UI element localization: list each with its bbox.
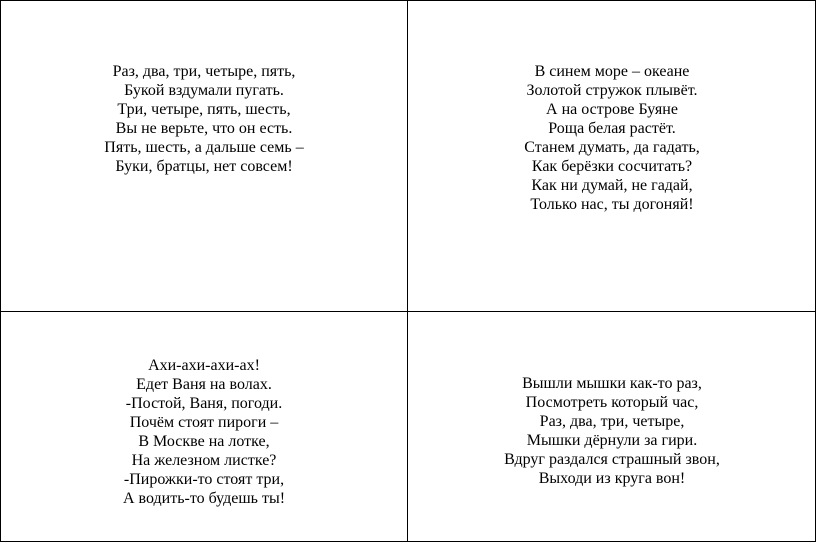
poem-line: Роща белая растёт. — [548, 120, 676, 137]
poem-buyan — [408, 62, 816, 214]
poem-mice — [408, 374, 816, 488]
poem-line: -Постой, Ваня, погоди. — [125, 395, 283, 412]
cell-poem-mice — [408, 312, 816, 542]
poem-line: На железном листке? — [131, 452, 277, 469]
poem-line: Мышки дёрнули за гири. — [526, 432, 698, 449]
poem-line: Раз, два, три, четыре, — [539, 413, 685, 430]
poem-buka — [0, 62, 408, 176]
poem-line: Вы не верьте, что он есть. — [115, 120, 293, 137]
poem-line: В синем море – океане — [534, 63, 690, 80]
poem-line: -Пирожки-то стоят три, — [123, 471, 285, 488]
poem-line: Почём стоят пироги – — [129, 414, 279, 431]
poem-vanya — [0, 356, 408, 508]
poem-line: Выходи из круга вон! — [538, 470, 686, 487]
cell-poem-vanya — [0, 312, 408, 542]
poem-line: Вдруг раздался страшный звон, — [504, 451, 720, 468]
poem-line: Золотой стружок плывёт. — [526, 82, 698, 99]
poem-line: Станем думать, да гадать, — [524, 139, 700, 156]
poem-line: Раз, два, три, четыре, пять, — [112, 63, 296, 80]
poem-line: А водить-то будешь ты! — [122, 490, 286, 507]
poem-line: А на острове Буяне — [546, 101, 678, 118]
poem-line: Как берёзки сосчитать? — [531, 158, 693, 175]
poem-line: Посмотреть который час, — [525, 394, 699, 411]
poem-line: Едет Ваня на волах. — [136, 376, 272, 393]
poem-line: В Москве на лотке, — [138, 433, 270, 450]
cell-poem-buka — [0, 0, 408, 312]
poem-line: Вышли мышки как-то раз, — [522, 375, 702, 392]
poem-line: Три, четыре, пять, шесть, — [117, 101, 291, 118]
poem-line: Ахи-ахи-ахи-ах! — [148, 357, 260, 374]
poem-line: Буки, братцы, нет совсем! — [115, 158, 293, 175]
poem-line: Как ни думай, не гадай, — [531, 177, 693, 194]
poem-line: Пять, шесть, а дальше семь – — [104, 139, 304, 156]
poem-line: Букой вздумали пугать. — [124, 82, 284, 99]
cell-poem-buyan — [408, 0, 816, 312]
poem-line: Только нас, ты догоняй! — [530, 196, 694, 213]
